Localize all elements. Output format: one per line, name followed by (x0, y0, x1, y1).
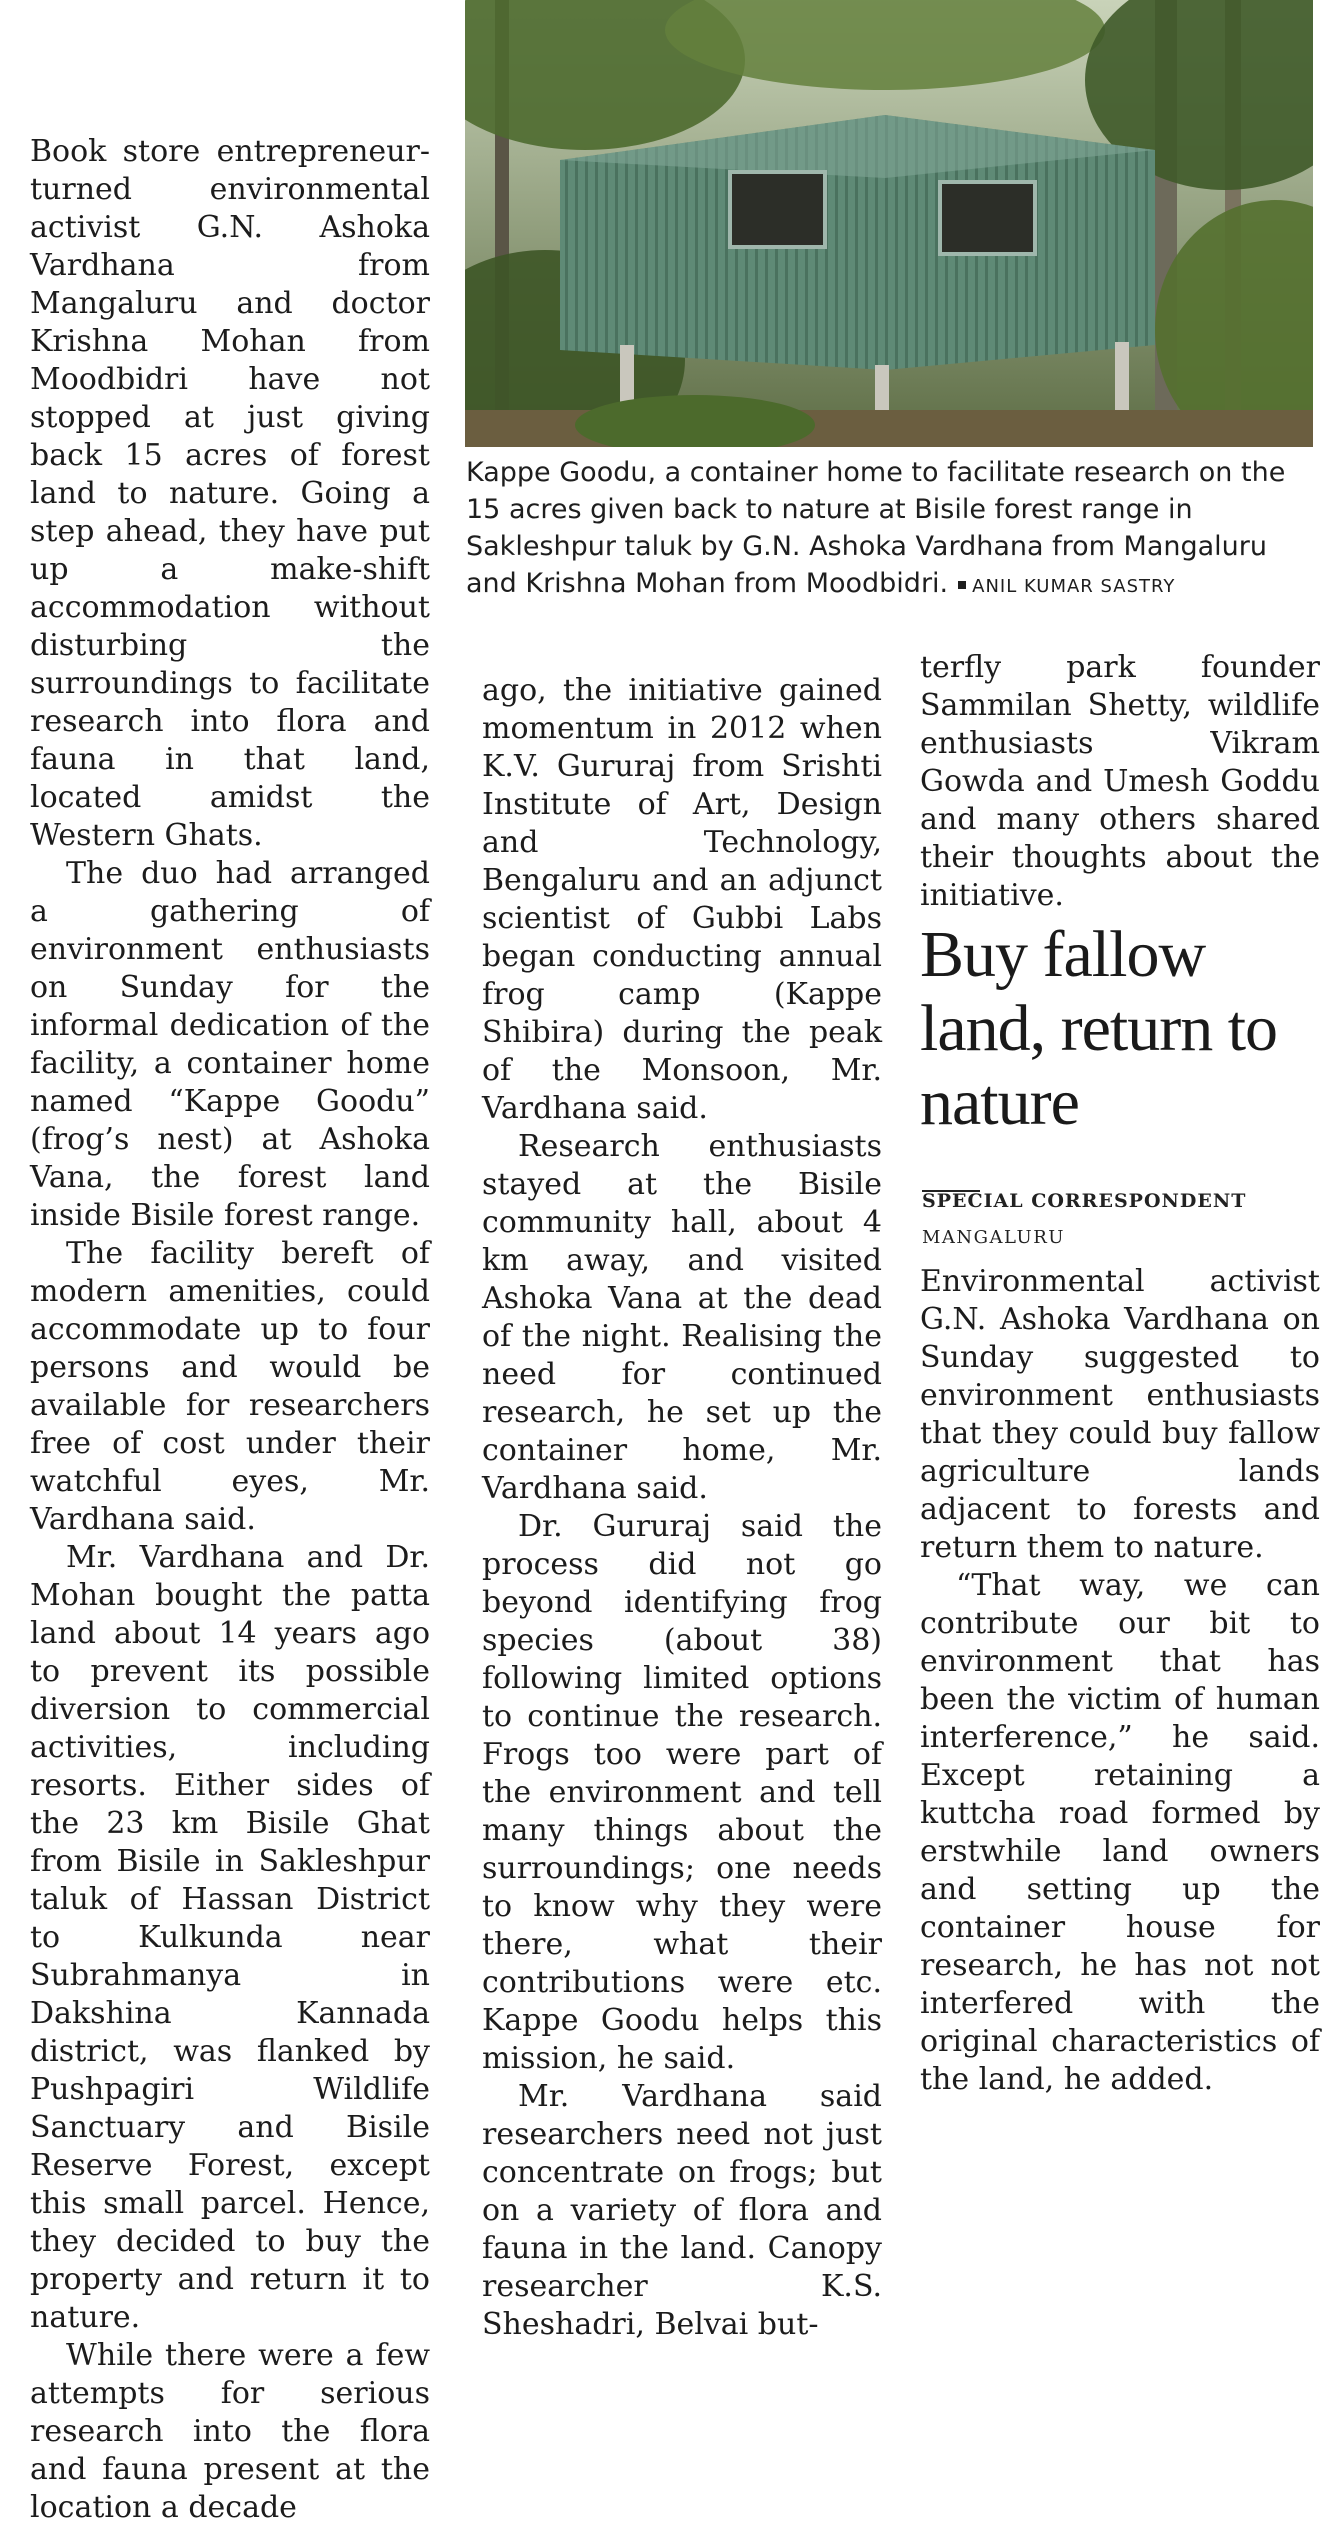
article-column-3-body (920, 1263, 1320, 2099)
paragraph: “That way, we can contribute our bit to environment that has been the victim of human interference,” he said. Except retaining a kuttcha road formed by erstwhile land owners and setting up the container house for research, he has not not interfered with the original characteristics of the land, he added. (920, 1568, 1320, 2097)
headline: Buy fallow land, return to nature (920, 918, 1278, 1139)
paragraph: Environmental activist G.N. Ashoka Vardhana on Sunday suggested to environment enthusiasts that they could buy fallow agriculture lands adjacent to forests and return them to nature. (920, 1264, 1320, 1565)
byline (922, 1190, 1322, 1212)
article-column-3 (920, 649, 1320, 915)
paragraph: Dr. Gururaj said the process did not go beyond identifying frog species (about 38) following limited options to continue the research. Frogs too were part of the environment and tell many things about the surroundings; one needs to know why they were there, what their contributions were etc. Kappe Goodu helps this mission, he said. (482, 1509, 882, 2076)
article-column-1 (30, 133, 430, 2527)
paragraph: The facility bereft of modern amenities, could accommodate up to four persons and would be available for researchers free of cost under their watchful eyes, Mr. Vardhana said. (30, 1236, 430, 1537)
paragraph: The duo had arranged a gathering of environment enthusiasts on Sunday for the informal dedication of the facility, a container home named “Kappe Goodu” (frog’s nest) at Ashoka Vana, the forest land inside Bisile forest range. (30, 856, 430, 1233)
byline-text: SPECIAL CORRESPONDENT (922, 1190, 1247, 1212)
photo-credit (958, 576, 1175, 597)
article-photo (465, 0, 1313, 447)
paragraph: Research enthusiasts stayed at the Bisile community hall, about 4 km away, and visited Ashoka Vana at the dead of the night. Realising the need for continued research, he set up the container home, Mr. Vardhana said. (482, 1129, 882, 1506)
paragraph: While there were a few attempts for serious research into the flora and fauna present at the location a decade (30, 2338, 430, 2525)
paragraph: ago, the initiative gained momentum in 2012 when K.V. Gururaj from Srishti Institute of Art, Design and Technology, Bengaluru and an adjunct scientist of Gubbi Labs began conducting annual frog camp (Kappe Shibira) during the peak of the Monsoon, Mr. Vardhana said. (482, 673, 882, 1126)
paragraph: terfly park founder Sammilan Shetty, wildlife enthusiasts Vikram Gowda and Umesh Goddu and many others shared their thoughts about the initiative. (920, 650, 1320, 913)
bullet-icon (958, 581, 966, 589)
byline-rule (922, 1190, 980, 1192)
article-column-2 (482, 672, 882, 2344)
paragraph: Mr. Vardhana and Dr. Mohan bought the patta land about 14 years ago to prevent its possible diversion to commercial activities, including resorts. Either sides of the 23 km Bisile Ghat from Bisile in Sakleshpur taluk of Hassan District to Kulkunda near Subrahmanya in Dakshina Kannada district, was flanked by Pushpagiri Wildlife Sanctuary and Bisile Reserve Forest, except this small parcel. Hence, they decided to buy the property and return it to nature. (30, 1540, 430, 2335)
paragraph: Mr. Vardhana said researchers need not just concentrate on frogs; but on a variety of flora and fauna in the land. Canopy researcher K.S. Sheshadri, Belvai but- (482, 2079, 882, 2342)
container-home-photo (465, 0, 1313, 447)
paragraph: Book store entrepreneur-turned environmental activist G.N. Ashoka Vardhana from Mangaluru and doctor Krishna Mohan from Moodbidri have not stopped at just giving back 15 acres of forest land to nature. Going a step ahead, they have put up a make-shift accommodation without disturbing the surroundings to facilitate research into flora and fauna in that land, located amidst the Western Ghats. (30, 134, 430, 853)
photo-credit-text: ANIL KUMAR SASTRY (972, 576, 1176, 597)
caption-text: Kappe Goodu, a container home to facilitate research on the 15 acres given back to nature at Bisile forest range in Sakleshpur taluk by G.N. Ashoka Vardhana from Mangaluru and Krishna Mohan from Moodbidri. (466, 457, 1286, 599)
dateline: MANGALURU (922, 1227, 1065, 1248)
photo-caption (466, 454, 1316, 605)
